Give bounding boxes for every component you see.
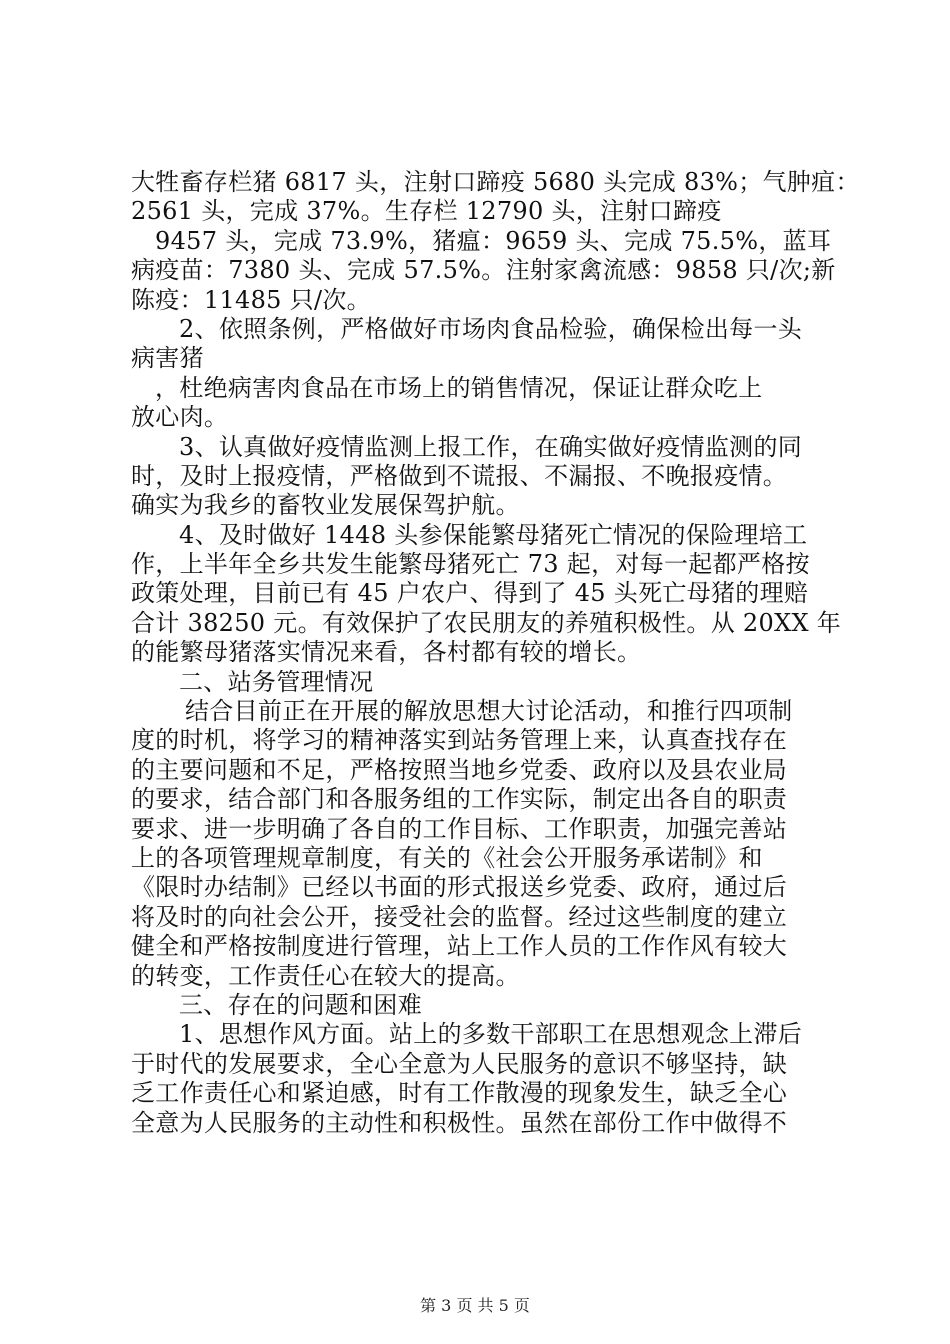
text-line: 大牲畜存栏猪 6817 头，注射口蹄疫 5680 头完成 83%；气肿疽：: [131, 168, 860, 196]
page-number: 第 3 页 共 5 页: [420, 1296, 530, 1315]
text-line: 3、认真做好疫情监测上报工作，在确实做好疫情监测的同: [179, 432, 803, 461]
page-footer: [0, 1296, 950, 1316]
text-line: 确实为我乡的畜牧业发展保驾护航。: [131, 491, 520, 520]
text-line: 病害猪: [131, 344, 204, 373]
section-heading: 二、站务管理情况: [179, 667, 374, 696]
text-line: 2561 头，完成 37%。生存栏 12790 头，注射口蹄疫: [131, 197, 722, 226]
text-line: 乏工作责任心和紧迫感，时有工作散漫的现象发生，缺乏全心: [131, 1079, 788, 1108]
text-line: 作，上半年全乡共发生能繁母猪死亡 73 起，对每一起都严格按: [131, 550, 810, 579]
text-line: 要求、进一步明确了各自的工作目标、工作职责，加强完善站: [131, 814, 788, 843]
text-line: 全意为人民服务的主动性和积极性。虽然在部份工作中做得不: [131, 1108, 788, 1137]
text-line: 4、及时做好 1448 头参保能繁母猪死亡情况的保险理培工: [179, 520, 808, 549]
text-line: 健全和严格按制度进行管理，站上工作人员的工作作风有较大: [131, 932, 788, 961]
section-heading: 三、存在的问题和困难: [179, 990, 422, 1019]
text-line: 合计 38250 元。有效保护了农民朋友的养殖积极性。从 20XX 年: [131, 608, 842, 637]
text-line: 度的时机，将学习的精神落实到站务管理上来，认真查找存在: [131, 726, 788, 755]
text-line: 病疫苗：7380 头、完成 57.5%。注射家禽流感：9858 只/次;新: [131, 256, 836, 285]
text-line: 的能繁母猪落实情况来看，各村都有较的增长。: [131, 638, 642, 667]
text-line: 陈疫：11485 只/次。: [131, 285, 371, 314]
text-line: 于时代的发展要求，全心全意为人民服务的意识不够坚持，缺: [131, 1049, 788, 1078]
text-line: 1、思想作风方面。站上的多数干部职工在思想观念上滞后: [179, 1020, 803, 1049]
text-line: 的要求，结合部门和各服务组的工作实际，制定出各自的职责: [131, 785, 788, 814]
text-line: 上的各项管理规章制度，有关的《社会公开服务承诺制》和: [131, 843, 763, 872]
text-line: 结合目前正在开展的解放思想大讨论活动，和推行四项制: [185, 697, 793, 726]
text-line: 《限时办结制》已经以书面的形式报送乡党委、政府，通过后: [131, 873, 788, 902]
text-line: 的转变，工作责任心在较大的提高。: [131, 961, 520, 990]
text-line: ，杜绝病害肉食品在市场上的销售情况，保证让群众吃上: [155, 373, 763, 402]
text-line: 的主要问题和不足，严格按照当地乡党委、政府以及县农业局: [131, 755, 788, 784]
text-line: 放心肉。: [131, 403, 229, 432]
text-line: 2、依照条例，严格做好市场肉食品检验，确保检出每一头: [179, 314, 803, 343]
text-line: 时，及时上报疫情，严格做到不谎报、不漏报、不晚报疫情。: [131, 461, 788, 490]
text-line: 政策处理，目前已有 45 户农户、得到了 45 头死亡母猪的理赔: [131, 579, 809, 608]
text-line: 将及时的向社会公开，接受社会的监督。经过这些制度的建立: [131, 902, 788, 931]
document-body: [131, 168, 860, 1138]
text-line: 9457 头，完成 73.9%，猪瘟：9659 头、完成 75.5%，蓝耳: [155, 226, 832, 255]
